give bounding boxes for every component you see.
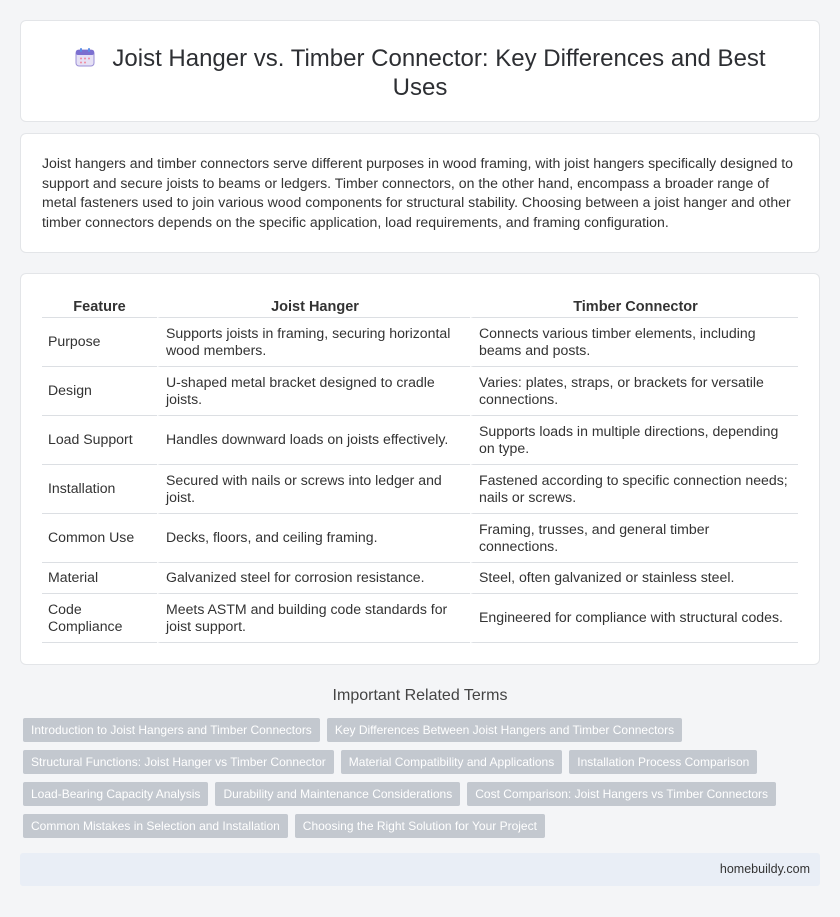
table-cell: Galvanized steel for corrosion resistance.	[157, 563, 470, 594]
table-cell-feature: Material	[42, 563, 157, 594]
table-cell-feature: Design	[42, 367, 157, 416]
intro-paragraph: Joist hangers and timber connectors serve different purposes in wood framing, with joist hangers specifically designed to support and secure joists to beams or ledgers. Timber connectors, on the other hand, encompass a broader range of metal fasteners used to join various wood components for structural stability. Choosing between a joist hanger and other timber connectors depends on the specific application, load requirements, and framing configuration.	[42, 155, 794, 230]
table-cell: Connects various timber elements, including beams and posts.	[470, 318, 798, 367]
table-cell: Steel, often galvanized or stainless steel.	[470, 563, 798, 594]
table-row	[42, 465, 798, 514]
table-cell-feature: Load Support	[42, 416, 157, 465]
table-cell: Fastened according to specific connection needs; nails or screws.	[470, 465, 798, 514]
table-cell: Decks, floors, and ceiling framing.	[157, 514, 470, 563]
table-cell: U-shaped metal bracket designed to cradle joists.	[157, 367, 470, 416]
related-term-link[interactable]: Key Differences Between Joist Hangers and Timber Connectors	[327, 718, 682, 742]
table-row	[42, 514, 798, 563]
table-cell: Handles downward loads on joists effectively.	[157, 416, 470, 465]
table-cell-feature: Installation	[42, 465, 157, 514]
header-timber-connector: Timber Connector	[470, 295, 798, 318]
tag-row	[23, 718, 803, 742]
related-term-link[interactable]: Common Mistakes in Selection and Installation	[23, 814, 288, 838]
tag-row	[23, 814, 803, 838]
comparison-table	[42, 295, 798, 643]
related-term-link[interactable]: Material Compatibility and Applications	[341, 750, 562, 774]
comparison-card	[20, 273, 820, 665]
header-card	[20, 20, 820, 122]
related-terms-list	[23, 718, 803, 846]
footer-site-link[interactable]: homebuildy.com	[719, 862, 810, 876]
related-term-link[interactable]: Durability and Maintenance Considerations	[215, 782, 460, 806]
header-feature: Feature	[42, 295, 157, 318]
table-row	[42, 594, 798, 643]
header-joist-hanger: Joist Hanger	[157, 295, 470, 318]
table-cell: Secured with nails or screws into ledger and joist.	[157, 465, 470, 514]
table-cell-feature: Common Use	[42, 514, 157, 563]
table-cell-feature: Code Compliance	[42, 594, 157, 643]
table-cell: Meets ASTM and building code standards for joist support.	[157, 594, 470, 643]
table-row	[42, 318, 798, 367]
table-row	[42, 416, 798, 465]
page-title-text: Joist Hanger vs. Timber Connector: Key Differences and Best Uses	[112, 45, 766, 101]
table-cell: Supports joists in framing, securing horizontal wood members.	[157, 318, 470, 367]
related-term-link[interactable]: Cost Comparison: Joist Hangers vs Timber Connectors	[467, 782, 776, 806]
table-cell: Varies: plates, straps, or brackets for versatile connections.	[470, 367, 798, 416]
related-term-link[interactable]: Introduction to Joist Hangers and Timber Connectors	[23, 718, 320, 742]
table-cell: Engineered for compliance with structural codes.	[470, 594, 798, 643]
tag-row	[23, 750, 803, 774]
tag-row	[23, 782, 803, 806]
related-term-link[interactable]: Choosing the Right Solution for Your Project	[295, 814, 545, 838]
table-row	[42, 563, 798, 594]
footer	[20, 853, 820, 886]
table-cell-feature: Purpose	[42, 318, 157, 367]
table-cell: Framing, trusses, and general timber connections.	[470, 514, 798, 563]
table-header-row	[42, 295, 798, 318]
table-cell: Supports loads in multiple directions, depending on type.	[470, 416, 798, 465]
intro-card	[20, 133, 820, 253]
calendar-icon	[74, 46, 96, 68]
page-title	[71, 44, 769, 102]
related-term-link[interactable]: Structural Functions: Joist Hanger vs Timber Connector	[23, 750, 334, 774]
related-term-link[interactable]: Load-Bearing Capacity Analysis	[23, 782, 208, 806]
table-row	[42, 367, 798, 416]
related-terms-title: Important Related Terms	[332, 687, 508, 704]
related-term-link[interactable]: Installation Process Comparison	[569, 750, 757, 774]
